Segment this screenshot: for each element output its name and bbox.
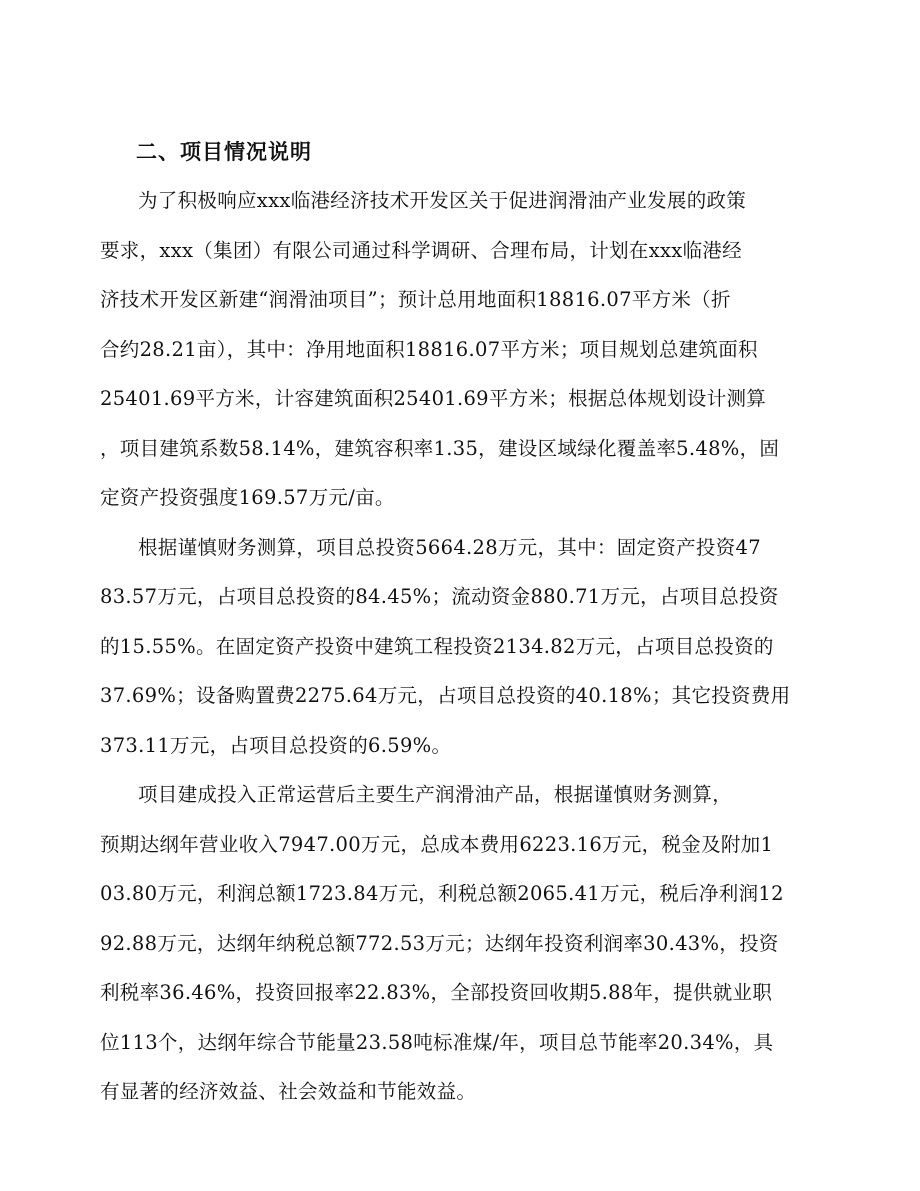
section-heading: 二、项目情况说明 [136,140,312,164]
paragraph-3-line-1: 项目建成投入正常运营后主要生产润滑油产品，根据谨慎财务测算， [138,783,733,806]
paragraph-2-line-1: 根据谨慎财务测算，项目总投资5664.28万元，其中：固定资产投资47 [138,536,761,559]
paragraph-3-line-7: 有显著的经济效益、社会效益和节能效益。 [100,1080,477,1103]
paragraph-2-line-2: 83.57万元，占项目总投资的84.45%；流动资金880.71万元，占项目总投资 [100,585,779,608]
paragraph-3-line-6: 位113个，达纲年综合节能量23.58吨标准煤/年，项目总节能率20.34%，具 [100,1031,774,1054]
paragraph-1-line-3: 济技术开发区新建“润滑油项目”；预计总用地面积18816.07平方米（折 [100,288,731,311]
paragraph-3-line-4: 92.88万元，达纲年纳税总额772.53万元；达纲年投资利润率30.43%，投资 [100,932,779,955]
paragraph-2-line-4: 37.69%；设备购置费2275.64万元，占项目总投资的40.18%；其它投资费用 [100,684,791,707]
paragraph-2-line-5: 373.11万元，占项目总投资的6.59%。 [100,734,452,757]
paragraph-3-line-5: 利税率36.46%，投资回报率22.83%，全部投资回收期5.88年，提供就业职 [100,981,773,1004]
paragraph-3-line-3: 03.80万元，利润总额1723.84万元，利税总额2065.41万元，税后净利润12 [100,882,784,905]
paragraph-3-line-2: 预期达纲年营业收入7947.00万元，总成本费用6223.16万元，税金及附加1 [100,833,774,856]
paragraph-1-line-1: 为了积极响应xxx临港经济技术开发区关于促进润滑油产业发展的政策 [138,189,747,212]
paragraph-1-line-2: 要求，xxx（集团）有限公司通过科学调研、合理布局，计划在xxx临港经 [100,239,742,262]
paragraph-1-line-4: 合约28.21亩），其中：净用地面积18816.07平方米；项目规划总建筑面积 [100,338,758,361]
paragraph-1-line-5: 25401.69平方米，计容建筑面积25401.69平方米；根据总体规划设计测算 [100,387,767,410]
paragraph-1-line-7: 定资产投资强度169.57万元/亩。 [100,486,395,509]
paragraph-1-line-6: ，项目建筑系数58.14%，建筑容积率1.35，建设区域绿化覆盖率5.48%，固 [100,437,780,460]
paragraph-2-line-3: 的15.55%。在固定资产投资中建筑工程投资2134.82万元，占项目总投资的 [100,635,774,658]
